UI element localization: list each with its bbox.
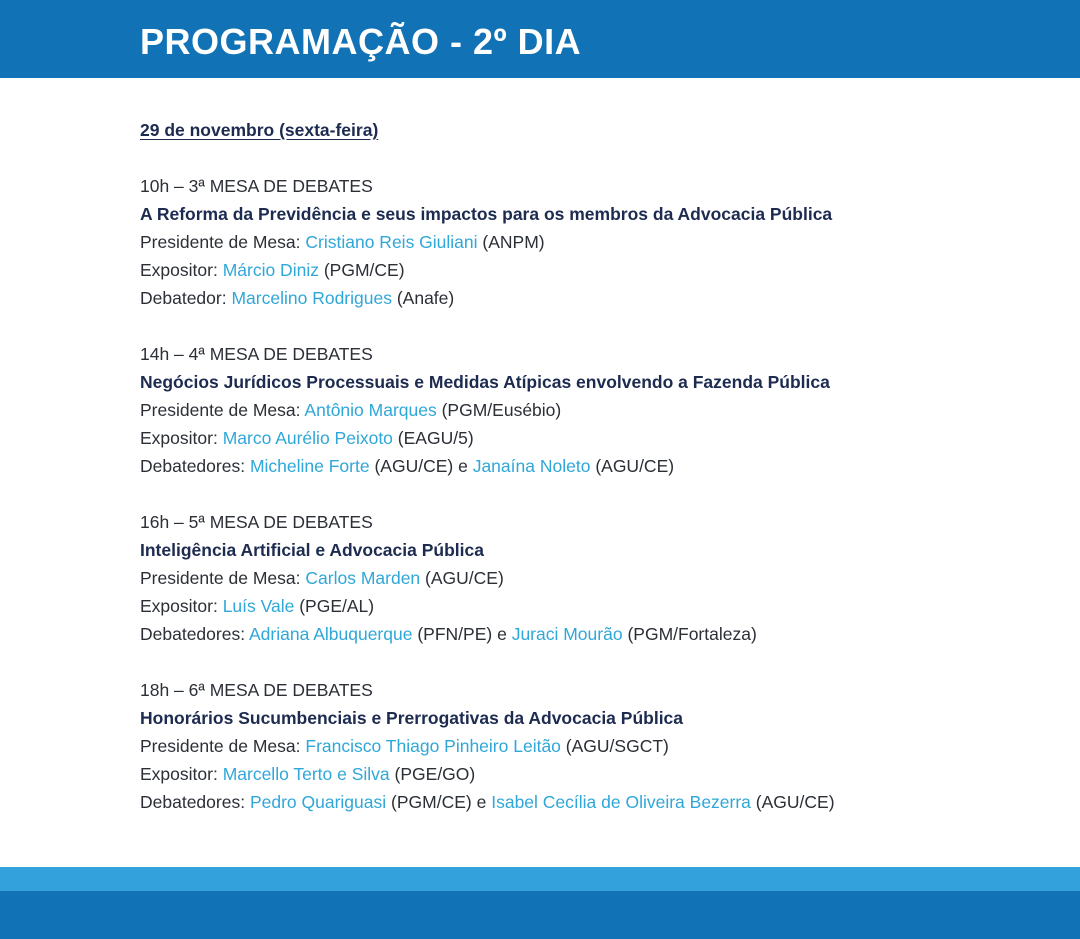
expositor-name: Marcello Terto e Silva [222,764,390,784]
debater-org: (AGU/CE) [595,456,675,476]
session-block [140,508,1040,648]
expositor-line [140,592,1040,620]
debaters-line [140,452,1040,480]
expositor-line [140,424,1040,452]
president-line [140,564,1040,592]
footer-band-dark [0,891,1080,939]
debaters-label: Debatedores: [140,792,246,812]
schedule-content [140,116,1040,844]
expositor-name: Marco Aurélio Peixoto [222,428,393,448]
session-title: A Reforma da Previdência e seus impactos para os membros da Advocacia Pública [140,204,833,224]
president-line [140,732,1040,760]
expositor-label: Expositor: [140,596,218,616]
debaters-label: Debatedores: [140,456,246,476]
expositor-name: Márcio Diniz [222,260,319,280]
expositor-org: (PGE/GO) [394,764,476,784]
expositor-name: Luís Vale [222,596,295,616]
debaters-label: Debatedor: [140,288,227,308]
president-label: Presidente de Mesa: [140,232,301,252]
president-org: (AGU/CE) [425,568,504,588]
president-org: (AGU/SGCT) [565,736,669,756]
president-org: (ANPM) [482,232,545,252]
expositor-line [140,760,1040,788]
president-org: (PGM/Eusébio) [441,400,562,420]
page-title: PROGRAMAÇÃO - 2º DIA [140,21,582,62]
debater-name: Adriana Albuquerque [248,624,413,644]
debaters-line [140,620,1040,648]
session-block [140,340,1040,480]
debater-name: Juraci Mourão [511,624,623,644]
debater-name: Janaína Noleto [472,456,591,476]
president-line [140,228,1040,256]
conjunction: e [497,624,507,644]
session-time: 10h – 3ª MESA DE DEBATES [140,176,373,196]
session-time: 18h – 6ª MESA DE DEBATES [140,680,373,700]
session-title: Honorários Sucumbenciais e Prerrogativas da Advocacia Pública [140,708,684,728]
expositor-org: (PGM/CE) [323,260,405,280]
session-block [140,172,1040,312]
session-block [140,676,1040,816]
debaters-line [140,284,1040,312]
expositor-line [140,256,1040,284]
event-date: 29 de novembro (sexta-feira) [140,120,379,140]
president-name: Francisco Thiago Pinheiro Leitão [305,736,561,756]
session-title: Inteligência Artificial e Advocacia Pública [140,540,484,560]
debater-name: Pedro Quariguasi [249,792,387,812]
debater-name: Micheline Forte [249,456,370,476]
debater-org: (AGU/CE) [374,456,454,476]
president-label: Presidente de Mesa: [140,400,301,420]
president-name: Carlos Marden [305,568,421,588]
debaters-label: Debatedores: [140,624,246,644]
expositor-label: Expositor: [140,428,218,448]
debater-org: (PGM/Fortaleza) [627,624,757,644]
expositor-label: Expositor: [140,764,218,784]
session-time: 16h – 5ª MESA DE DEBATES [140,512,373,532]
debater-org: (PFN/PE) [417,624,493,644]
debater-org: (AGU/CE) [755,792,835,812]
debater-org: (Anafe) [396,288,455,308]
expositor-label: Expositor: [140,260,218,280]
president-name: Cristiano Reis Giuliani [305,232,478,252]
debater-org: (PGM/CE) [391,792,472,812]
debaters-line [140,788,1040,816]
president-label: Presidente de Mesa: [140,568,301,588]
president-name: Antônio Marques [304,400,437,420]
expositor-org: (PGE/AL) [299,596,375,616]
footer-band-light [0,867,1080,891]
session-time: 14h – 4ª MESA DE DEBATES [140,344,373,364]
conjunction: e [458,456,468,476]
president-line [140,396,1040,424]
debater-name: Marcelino Rodrigues [231,288,392,308]
president-label: Presidente de Mesa: [140,736,301,756]
expositor-org: (EAGU/5) [397,428,474,448]
conjunction: e [476,792,487,812]
debater-name: Isabel Cecília de Oliveira Bezerra [491,792,751,812]
session-title: Negócios Jurídicos Processuais e Medidas Atípicas envolvendo a Fazenda Pública [140,372,830,392]
